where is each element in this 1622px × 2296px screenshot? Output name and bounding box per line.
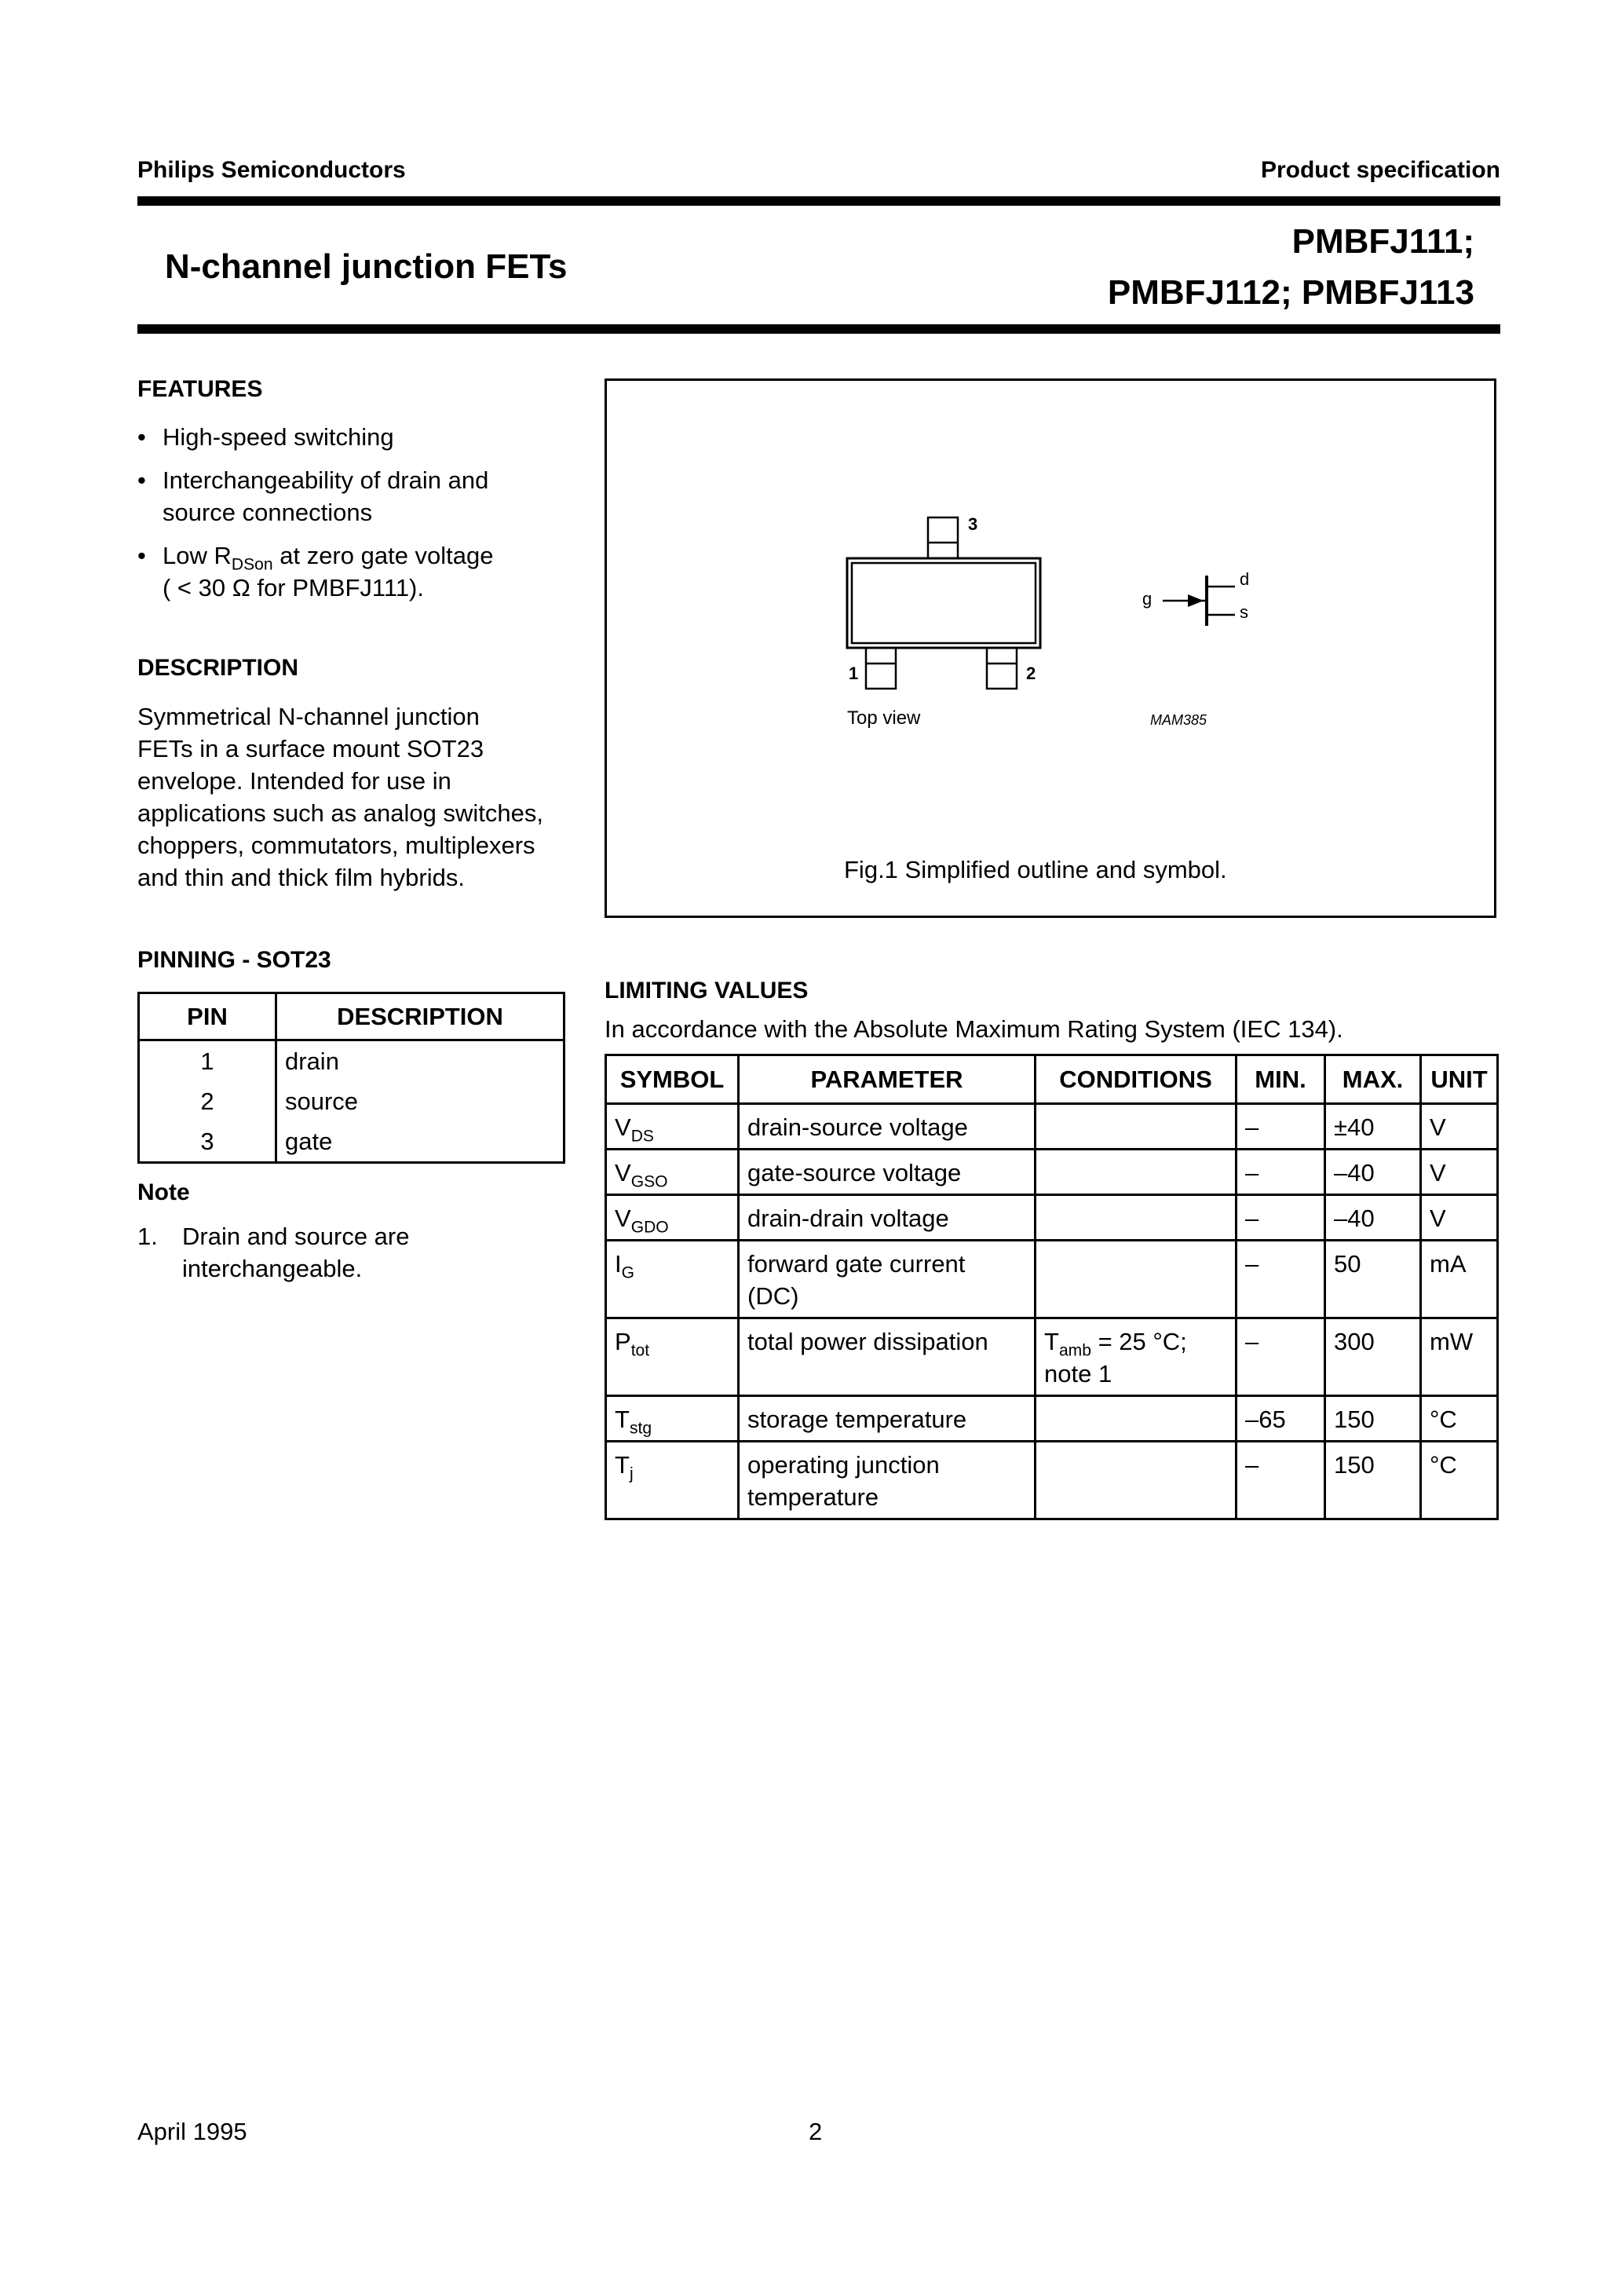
col-parameter: PARAMETER: [739, 1055, 1036, 1104]
limiting-values-heading: LIMITING VALUES: [605, 978, 809, 1004]
pinning-table: [137, 992, 565, 1164]
pinning-col-description: DESCRIPTION: [276, 993, 564, 1040]
limiting-header-row: [606, 1055, 1498, 1104]
footer-date: April 1995: [137, 2118, 247, 2145]
conditions-cell: [1036, 1104, 1237, 1150]
unit-cell: V: [1421, 1195, 1498, 1241]
max-cell: –40: [1325, 1150, 1421, 1195]
min-cell: –: [1237, 1442, 1325, 1519]
feature-item: [137, 464, 577, 528]
pin-number: 3: [139, 1121, 276, 1163]
note-line: interchangeable.: [182, 1255, 363, 1282]
conditions-cell: [1036, 1195, 1237, 1241]
bullet-icon: •: [137, 542, 146, 569]
table-row: [606, 1241, 1498, 1318]
footer-page-number: 2: [809, 2118, 823, 2145]
col-min: MIN.: [1237, 1055, 1325, 1104]
note-text: [182, 1220, 575, 1285]
figure-1-box: [605, 378, 1496, 918]
col-max: MAX.: [1325, 1055, 1421, 1104]
features-list: [137, 421, 577, 615]
unit-cell: V: [1421, 1104, 1498, 1150]
feature-subscript: DSon: [231, 555, 273, 574]
table-row: [606, 1442, 1498, 1519]
feature-item: [137, 421, 577, 453]
table-row: [606, 1195, 1498, 1241]
pin-description: drain: [276, 1040, 564, 1082]
note-number: 1.: [137, 1223, 158, 1250]
table-row: [606, 1318, 1498, 1396]
max-cell: 50: [1325, 1241, 1421, 1318]
parameter-cell: drain-source voltage: [739, 1104, 1036, 1150]
feature-text: ( < 30 Ω for PMBFJ111).: [163, 574, 424, 601]
table-row: [139, 1081, 564, 1121]
min-cell: –: [1237, 1150, 1325, 1195]
parameter-cell: operating junction temperature: [739, 1442, 1036, 1519]
max-cell: 300: [1325, 1318, 1421, 1396]
description-text: [137, 700, 577, 894]
sot23-outline-drawing: [607, 381, 1494, 916]
pin-number: 2: [139, 1081, 276, 1121]
limiting-values-intro: In accordance with the Absolute Maximum Rating System (IEC 134).: [605, 1015, 1343, 1043]
feature-text: at zero gate voltage: [272, 542, 494, 569]
parameter-cell: storage temperature: [739, 1396, 1036, 1442]
pin-1-label: 1: [849, 664, 859, 683]
feature-text: Low R: [163, 542, 232, 569]
col-symbol: SYMBOL: [606, 1055, 739, 1104]
symbol-gate-label: g: [1142, 589, 1153, 609]
description-line: choppers, commutators, multiplexers: [137, 832, 535, 859]
table-row: [606, 1396, 1498, 1442]
symbol-cell: $V_{DS}$: [606, 1104, 739, 1150]
top-view-label: Top view: [847, 707, 921, 729]
figure-caption: Fig.1 Simplified outline and symbol.: [844, 856, 1227, 883]
pin-3-lead: [928, 517, 958, 558]
pin-1-lead: [866, 648, 896, 689]
max-cell: 150: [1325, 1396, 1421, 1442]
parameter-cell: total power dissipation: [739, 1318, 1036, 1396]
symbol-cell: $T_{stg}$: [606, 1396, 739, 1442]
feature-text: source connections: [163, 499, 373, 526]
max-cell: –40: [1325, 1195, 1421, 1241]
feature-item: [137, 539, 577, 604]
description-line: FETs in a surface mount SOT23: [137, 735, 484, 762]
page-title: N-channel junction FETs: [165, 247, 568, 286]
part-number-line1: PMBFJ111;: [1291, 222, 1474, 261]
description-line: Symmetrical N-channel junction: [137, 703, 480, 730]
note-heading: Note: [137, 1179, 190, 1205]
pin-3-label: 3: [968, 514, 978, 534]
table-row: [606, 1150, 1498, 1195]
pinning-header-row: [139, 993, 564, 1040]
part-number-line2: PMBFJ112; PMBFJ113: [1107, 273, 1474, 312]
symbol-drain-label: d: [1240, 569, 1250, 589]
company-name: Philips Semiconductors: [137, 157, 406, 183]
pinning-heading: PINNING - SOT23: [137, 947, 331, 973]
pin-number: 1: [139, 1040, 276, 1082]
unit-cell: V: [1421, 1150, 1498, 1195]
bullet-icon: •: [137, 466, 146, 494]
symbol-cell: $I_G$: [606, 1241, 739, 1318]
pin-2-label: 2: [1026, 664, 1036, 683]
min-cell: –: [1237, 1104, 1325, 1150]
col-unit: UNIT: [1421, 1055, 1498, 1104]
symbol-cell: $V_{GSO}$: [606, 1150, 739, 1195]
min-cell: –: [1237, 1241, 1325, 1318]
table-row: [139, 1040, 564, 1082]
min-cell: –: [1237, 1318, 1325, 1396]
description-line: and thin and thick film hybrids.: [137, 864, 465, 891]
col-conditions: CONDITIONS: [1036, 1055, 1237, 1104]
unit-cell: °C: [1421, 1396, 1498, 1442]
drawing-code: MAM385: [1150, 712, 1207, 728]
conditions-cell: [1036, 1396, 1237, 1442]
min-cell: –65: [1237, 1396, 1325, 1442]
features-heading: FEATURES: [137, 376, 263, 402]
description-heading: DESCRIPTION: [137, 655, 299, 681]
symbol-cell: $P_{tot}$: [606, 1318, 739, 1396]
limiting-values-table: [605, 1054, 1499, 1520]
pin-description: gate: [276, 1121, 564, 1163]
header-top-rule: [137, 196, 1500, 206]
package-body-inner: [852, 563, 1036, 643]
pin-2-lead: [987, 648, 1017, 689]
symbol-cell: $V_{GDO}$: [606, 1195, 739, 1241]
parameter-cell: forward gate current (DC): [739, 1241, 1036, 1318]
symbol-cell: $T_j$: [606, 1442, 739, 1519]
feature-text: Interchangeability of drain and: [163, 466, 489, 494]
pinning-col-pin: PIN: [139, 993, 276, 1040]
unit-cell: mA: [1421, 1241, 1498, 1318]
symbol-arrow-icon: [1188, 594, 1204, 607]
pin-description: source: [276, 1081, 564, 1121]
bullet-icon: •: [137, 423, 146, 451]
conditions-cell: $T_{amb} = 25$ °C; note 1: [1036, 1318, 1237, 1396]
note-line: Drain and source are: [182, 1223, 410, 1250]
parameter-cell: gate-source voltage: [739, 1150, 1036, 1195]
conditions-cell: [1036, 1150, 1237, 1195]
unit-cell: mW: [1421, 1318, 1498, 1396]
header-bottom-rule: [137, 324, 1500, 334]
document-type: Product specification: [1260, 157, 1500, 183]
max-cell: ±40: [1325, 1104, 1421, 1150]
package-body-outer: [847, 558, 1040, 648]
symbol-source-label: s: [1240, 602, 1248, 622]
conditions-cell: [1036, 1241, 1237, 1318]
feature-text: High-speed switching: [163, 423, 394, 451]
min-cell: –: [1237, 1195, 1325, 1241]
max-cell: 150: [1325, 1442, 1421, 1519]
table-row: [606, 1104, 1498, 1150]
description-line: applications such as analog switches,: [137, 799, 543, 827]
conditions-cell: [1036, 1442, 1237, 1519]
table-row: [139, 1121, 564, 1163]
unit-cell: °C: [1421, 1442, 1498, 1519]
description-line: envelope. Intended for use in: [137, 767, 451, 795]
parameter-cell: drain-drain voltage: [739, 1195, 1036, 1241]
